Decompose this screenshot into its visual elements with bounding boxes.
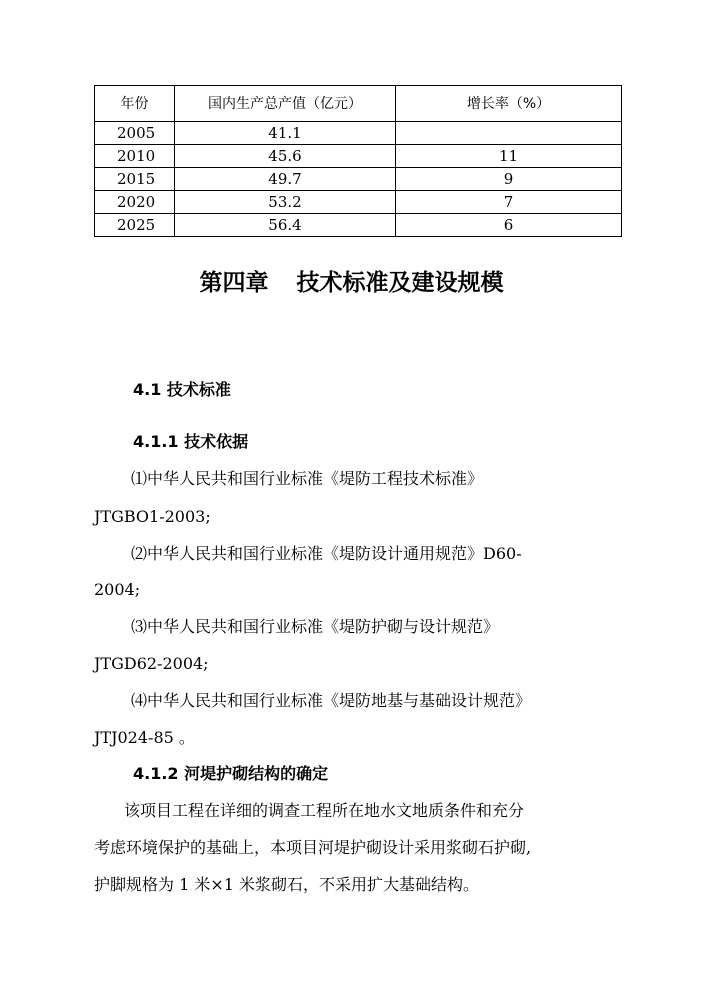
table-row: [95, 122, 622, 145]
reference-4-line-2: JTJ024-85 。: [94, 728, 195, 747]
table-header-row: [95, 86, 622, 122]
header-year: 年份: [95, 86, 175, 122]
reference-3-line-2: JTGD62-2004;: [94, 654, 209, 673]
year-cell: 2015: [95, 168, 175, 191]
reference-1-line-2: JTGBO1-2003;: [94, 507, 211, 526]
gdp-cell: 45.6: [175, 145, 396, 168]
section-heading-4-1-2: 4.1.2 河堤护砌结构的确定: [133, 764, 329, 783]
table-row: [95, 191, 622, 214]
table-row: [95, 145, 622, 168]
chapter-title-text: 技术标准及建设规模: [296, 270, 504, 296]
growth-rate-cell: 9: [396, 168, 622, 191]
year-cell: 2025: [95, 214, 175, 237]
reference-3-line-1: ⑶中华人民共和国行业标准《堤防护砌与设计规范》: [131, 617, 500, 636]
reference-2-line-2: 2004;: [94, 580, 141, 599]
paragraph-line-3: 护脚规格为 1 米×1 米浆砌石，不采用扩大基础结构。: [94, 875, 480, 894]
paragraph-line-1: 该项目工程在详细的调查工程所在地水文地质条件和充分: [124, 801, 525, 820]
gdp-growth-table: [94, 85, 622, 237]
table-row: [95, 168, 622, 191]
gdp-cell: 53.2: [175, 191, 396, 214]
header-gdp: 国内生产总产值（亿元）: [175, 86, 396, 122]
reference-1-line-1: ⑴中华人民共和国行业标准《堤防工程技术标准》: [131, 469, 484, 488]
growth-rate-cell: [396, 122, 622, 145]
gdp-cell: 56.4: [175, 214, 396, 237]
chapter-title: [0, 266, 703, 300]
year-cell: 2020: [95, 191, 175, 214]
year-cell: 2005: [95, 122, 175, 145]
gdp-cell: 49.7: [175, 168, 396, 191]
growth-rate-cell: 6: [396, 214, 622, 237]
growth-rate-cell: 11: [396, 145, 622, 168]
reference-4-line-1: ⑷中华人民共和国行业标准《堤防地基与基础设计规范》: [131, 691, 532, 710]
header-growth-rate: 增长率（%）: [396, 86, 622, 122]
section-heading-4-1: 4.1 技术标准: [133, 380, 231, 399]
paragraph-line-2: 考虑环境保护的基础上，本项目河堤护砌设计采用浆砌石护砌,: [94, 838, 532, 857]
reference-2-line-1: ⑵中华人民共和国行业标准《堤防设计通用规范》D60-: [131, 544, 522, 563]
table-row: [95, 214, 622, 237]
gdp-cell: 41.1: [175, 122, 396, 145]
year-cell: 2010: [95, 145, 175, 168]
section-heading-4-1-1: 4.1.1 技术依据: [133, 432, 249, 451]
chapter-number: 第四章: [199, 270, 269, 296]
growth-rate-cell: 7: [396, 191, 622, 214]
